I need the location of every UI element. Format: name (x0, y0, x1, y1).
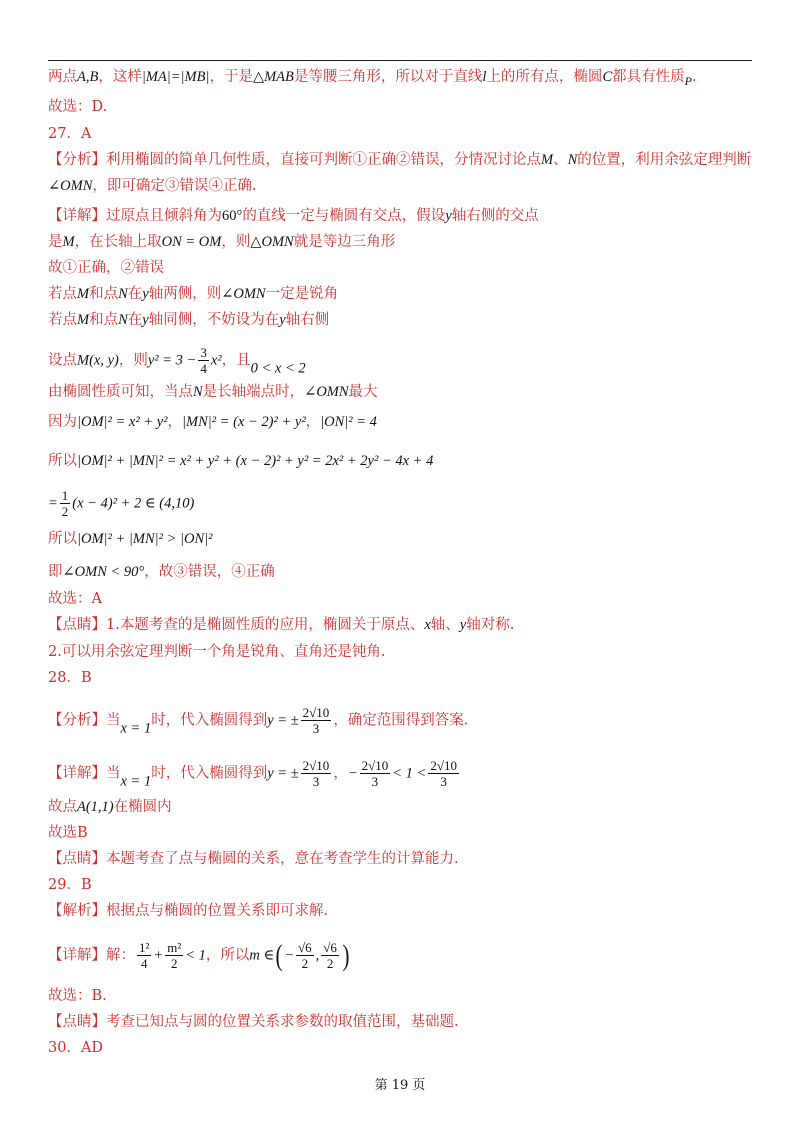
detail-tag: 【详解】 (48, 947, 106, 964)
fraction: $\frac{1}{2}$ (61, 488, 69, 519)
answer-line: 故选B (48, 825, 88, 841)
analysis-tag: 【解析】 (48, 903, 106, 919)
answer-line: 故选：A (48, 591, 102, 607)
comment-line: 2.可以用余弦定理判断一个角是锐角、直角还是钝角. (48, 644, 386, 660)
comment-tag: 【点睛】 (48, 1014, 106, 1030)
question-number: 27．A (48, 126, 92, 142)
detail-line: 是M，在长轴上取ON = OM，则△OMN就是等边三角形 (48, 234, 396, 250)
detail-line: 【详解】过原点且倾斜角为60°的直线一定与椭圆有交点，假设y轴右侧的交点 (48, 208, 539, 224)
answer-line: 故选：D. (48, 99, 108, 115)
detail-tag: 【详解】 (48, 765, 106, 782)
fraction: $\frac{\text{1²}}{4}$ (139, 940, 150, 971)
analysis-tag: 【分析】 (48, 152, 106, 168)
comment-line: 【点睛】考查已知点与圆的位置关系求参数的取值范围，基础题. (48, 1014, 459, 1030)
detail-line: 所以|OM|² + |MN|² > |ON|² (48, 531, 213, 547)
fraction: $\frac{√6}{2}$ (298, 940, 312, 971)
detail-line: 【详解】当x = 1时，代入椭圆得到y = ± $\frac{2√10}{3}$ ，− $\frac{2√10}{3}$ < 1 < $\frac{2√10}{3}$ (48, 758, 457, 790)
right-paren: ) (342, 938, 350, 972)
fraction: $\frac{2√10}{3}$ (430, 758, 457, 789)
left-paren: ( (275, 938, 283, 972)
comment-line: 【点睛】本题考查了点与椭圆的关系，意在考查学生的计算能力. (48, 851, 459, 867)
analysis-line: 【解析】根据点与椭圆的位置关系即可求解. (48, 903, 329, 919)
detail-line: 即∠OMN < 90°，故③错误，④正确 (48, 564, 275, 580)
detail-line: 所以|OM|² + |MN|² = x² + y² + (x − 2)² + y² = 2x² + 2y² − 4x + 4 (48, 453, 434, 469)
detail-line: 【详解】解： $\frac{\text{1²}}{4}$ + $\frac{\text{m²}}{2}$ < 1，所以m ∈( − $\frac{√6}{2}$ , $\frac{√6}{2}$ ) (48, 938, 350, 972)
fraction: $\frac{2√10}{3}$ (361, 758, 389, 789)
fraction: $\frac{\text{m²}}{2}$ (167, 940, 182, 971)
detail-line: = $\frac{1}{2}$ (x − 4)² + 2 ∈ (4,10) (48, 488, 195, 519)
detail-line: 设点M(x, y)，则y² = 3 − $\frac{3}{4}$ x²，且0 < x < 2 (48, 345, 306, 377)
analysis-line: ∠OMN，即可确定③错误④正确. (48, 178, 257, 194)
analysis-tag: 【分析】 (48, 712, 106, 729)
analysis-line: 【分析】当x = 1时，代入椭圆得到y = ± $\frac{2√10}{3}$ ，确定范围得到答案. (48, 705, 469, 737)
comment-tag: 【点睛】 (48, 617, 106, 633)
fraction: $\frac{3}{4}$ (200, 345, 207, 376)
question-number: 30．AD (48, 1040, 104, 1056)
detail-line: 因为|OM|² = x² + y²，|MN|² = (x − 2)² + y²，|ON|² = 4 (48, 414, 377, 430)
analysis-line: 【分析】利用椭圆的简单几何性质，直接可判断①正确②错误，分情况讨论点M、N的位置，利用余弦定理判断 (48, 152, 752, 168)
question-number: 29．B (48, 877, 92, 893)
fraction: $\frac{√6}{2}$ (323, 940, 337, 971)
detail-line: 若点M和点N在y轴同侧，不妨设为在y轴右侧 (48, 312, 330, 328)
header-rule (48, 60, 752, 61)
page-footer: 第 19 页 (374, 1078, 426, 1093)
question-number: 28．B (48, 670, 92, 686)
comment-tag: 【点睛】 (48, 851, 106, 867)
detail-line: 故①正确，②错误 (48, 260, 164, 276)
detail-tag: 【详解】 (48, 208, 106, 224)
detail-line: 由椭圆性质可知，当点N是长轴端点时，∠OMN最大 (48, 384, 378, 400)
detail-line: 若点M和点N在y轴两侧，则∠OMN一定是锐角 (48, 286, 339, 302)
fraction: $\frac{2√10}{3}$ (302, 758, 330, 789)
text-line: 两点A,B，这样|MA|=|MB|，于是△MAB是等腰三角形，所以对于直线l上的所有点，椭圆C都具有性质$_P$. (48, 69, 697, 88)
answer-line: 故选：B. (48, 988, 107, 1004)
comment-line: 【点睛】1.本题考查的是椭圆性质的应用，椭圆关于原点、x轴、y轴对称. (48, 617, 515, 633)
detail-line: 故点A(1,1)在椭圆内 (48, 799, 172, 815)
fraction: $\frac{2√10}{3}$ (302, 705, 330, 736)
